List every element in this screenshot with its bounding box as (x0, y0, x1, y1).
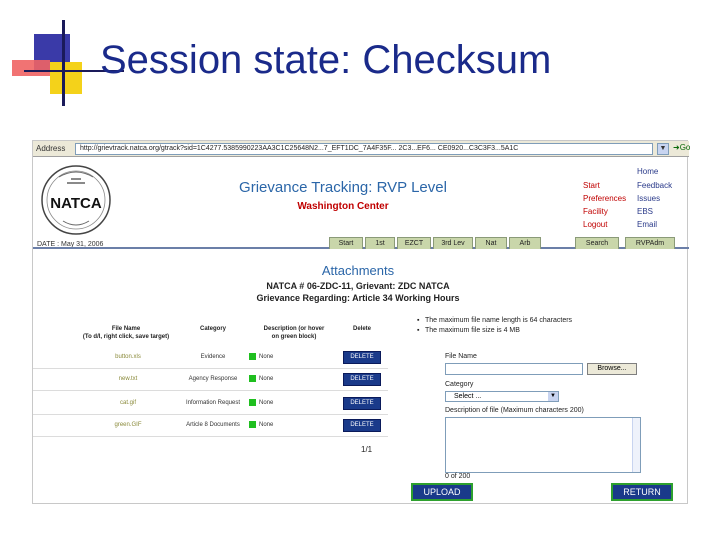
go-label: Go (679, 143, 691, 152)
delete-button[interactable]: DELETE (343, 373, 381, 386)
app-subtitle: Washington Center (297, 201, 389, 212)
link-issues[interactable]: Issues (637, 194, 661, 203)
tab-1st[interactable]: 1st (365, 237, 395, 249)
category-selected: Select ... (454, 393, 482, 400)
link-ebs[interactable]: EBS (637, 207, 654, 216)
current-date: DATE : May 31, 2006 (37, 241, 104, 248)
table-row (33, 393, 388, 415)
pager: 1/1 (361, 445, 373, 454)
file-name-hint: (To d/l, right click, save target) (82, 334, 170, 340)
description-block-icon[interactable] (249, 399, 256, 406)
app-title: Grievance Tracking: RVP Level (239, 179, 447, 196)
address-input[interactable]: http://grievtrack.natca.org/gtrack?sid=1C4277.5385990223AA3C1C25648N2...7_EFT1DC_7A4F35F... 2C3...EF6... CE0920...C3C3F3...5A1C (75, 143, 653, 155)
file-category: Information Request (185, 400, 241, 406)
table-row (33, 347, 388, 369)
file-name-header: File Name (111, 326, 141, 332)
rule-filesize: ▪ The maximum file size is 4 MB (425, 327, 520, 334)
table-row (33, 369, 388, 391)
description-textarea[interactable] (445, 417, 641, 473)
rule-filename-length: ▪ The maximum file name length is 64 characters (425, 317, 572, 324)
tab-rvpadm[interactable]: RVPAdm (625, 237, 675, 249)
category-select[interactable] (445, 391, 559, 402)
tab-3rd-lev[interactable]: 3rd Lev (433, 237, 473, 249)
upload-button[interactable]: UPLOAD (411, 483, 473, 501)
textarea-scrollbar[interactable] (632, 418, 640, 472)
home-link[interactable]: Home (637, 167, 659, 176)
grievance-regarding: Grievance Regarding: Article 34 Working Hours (256, 293, 460, 303)
description-block-icon[interactable] (249, 353, 256, 360)
address-dropdown-icon[interactable]: ▼ (657, 143, 669, 155)
file-description: None (259, 354, 274, 360)
file-category: Article 8 Documents (186, 422, 240, 428)
col-header-file-name (81, 325, 171, 341)
return-button[interactable]: RETURN (611, 483, 673, 501)
delete-button[interactable]: DELETE (343, 351, 381, 364)
category-label: Category (445, 381, 474, 388)
attachments-title: Attachments (321, 263, 395, 278)
delete-button[interactable]: DELETE (343, 397, 381, 410)
file-description: None (259, 400, 274, 406)
file-link[interactable]: button.xls (115, 354, 141, 360)
character-counter: 0 of 200 (445, 473, 471, 480)
col-header-delete: Delete (352, 326, 371, 332)
logo-text: NATCA (50, 195, 102, 212)
link-feedback[interactable]: Feedback (637, 181, 673, 190)
tab-nat[interactable]: Nat (475, 237, 507, 249)
description-block-icon[interactable] (249, 375, 256, 382)
tab-ezct[interactable]: EZCT (397, 237, 431, 249)
quick-links-left (583, 179, 626, 231)
decor-red-bar (12, 60, 50, 76)
go-button[interactable]: ➜Go (673, 143, 691, 152)
file-category: Agency Response (188, 376, 238, 382)
col-header-description (251, 325, 337, 341)
decor-yellow-square (50, 62, 82, 94)
quick-links-right (637, 179, 672, 231)
link-email[interactable]: Email (637, 220, 658, 229)
link-preferences[interactable]: Preferences (583, 194, 627, 203)
grievance-number: NATCA # 06-ZDC-11, Grievant: ZDC NATCA (266, 281, 450, 291)
description-header: Description (or hover (263, 326, 325, 332)
file-description: None (259, 422, 274, 428)
link-start[interactable]: Start (583, 181, 600, 190)
tab-bar (33, 237, 689, 249)
link-logout[interactable]: Logout (583, 220, 608, 229)
app-screenshot (32, 140, 691, 504)
file-category: Evidence (200, 354, 226, 360)
natca-logo (39, 163, 113, 237)
link-facility[interactable]: Facility (583, 207, 608, 216)
file-description: None (259, 376, 274, 382)
file-link[interactable]: new.txt (118, 376, 138, 382)
decor-vertical-line (62, 20, 65, 106)
description-block-icon[interactable] (249, 421, 256, 428)
description-label: Description of file (Maximum characters 200) (445, 407, 584, 414)
tab-arb[interactable]: Arb (509, 237, 541, 249)
address-bar (33, 141, 689, 157)
slide-title: Session state: Checksum (100, 38, 552, 82)
col-header-category: Category (199, 326, 226, 332)
table-row (33, 415, 388, 437)
file-link[interactable]: cat.gif (119, 400, 136, 406)
description-hint: on green block) (271, 334, 317, 340)
file-name-label: File Name (445, 353, 477, 360)
file-input[interactable] (445, 363, 583, 375)
chevron-down-icon: ▼ (548, 392, 558, 401)
file-link[interactable]: green.GIF (114, 422, 142, 428)
tab-search[interactable]: Search (575, 237, 619, 249)
address-label: Address (36, 144, 66, 153)
delete-button[interactable]: DELETE (343, 419, 381, 432)
browse-button[interactable]: Browse... (587, 363, 637, 375)
tab-start[interactable]: Start (329, 237, 363, 249)
